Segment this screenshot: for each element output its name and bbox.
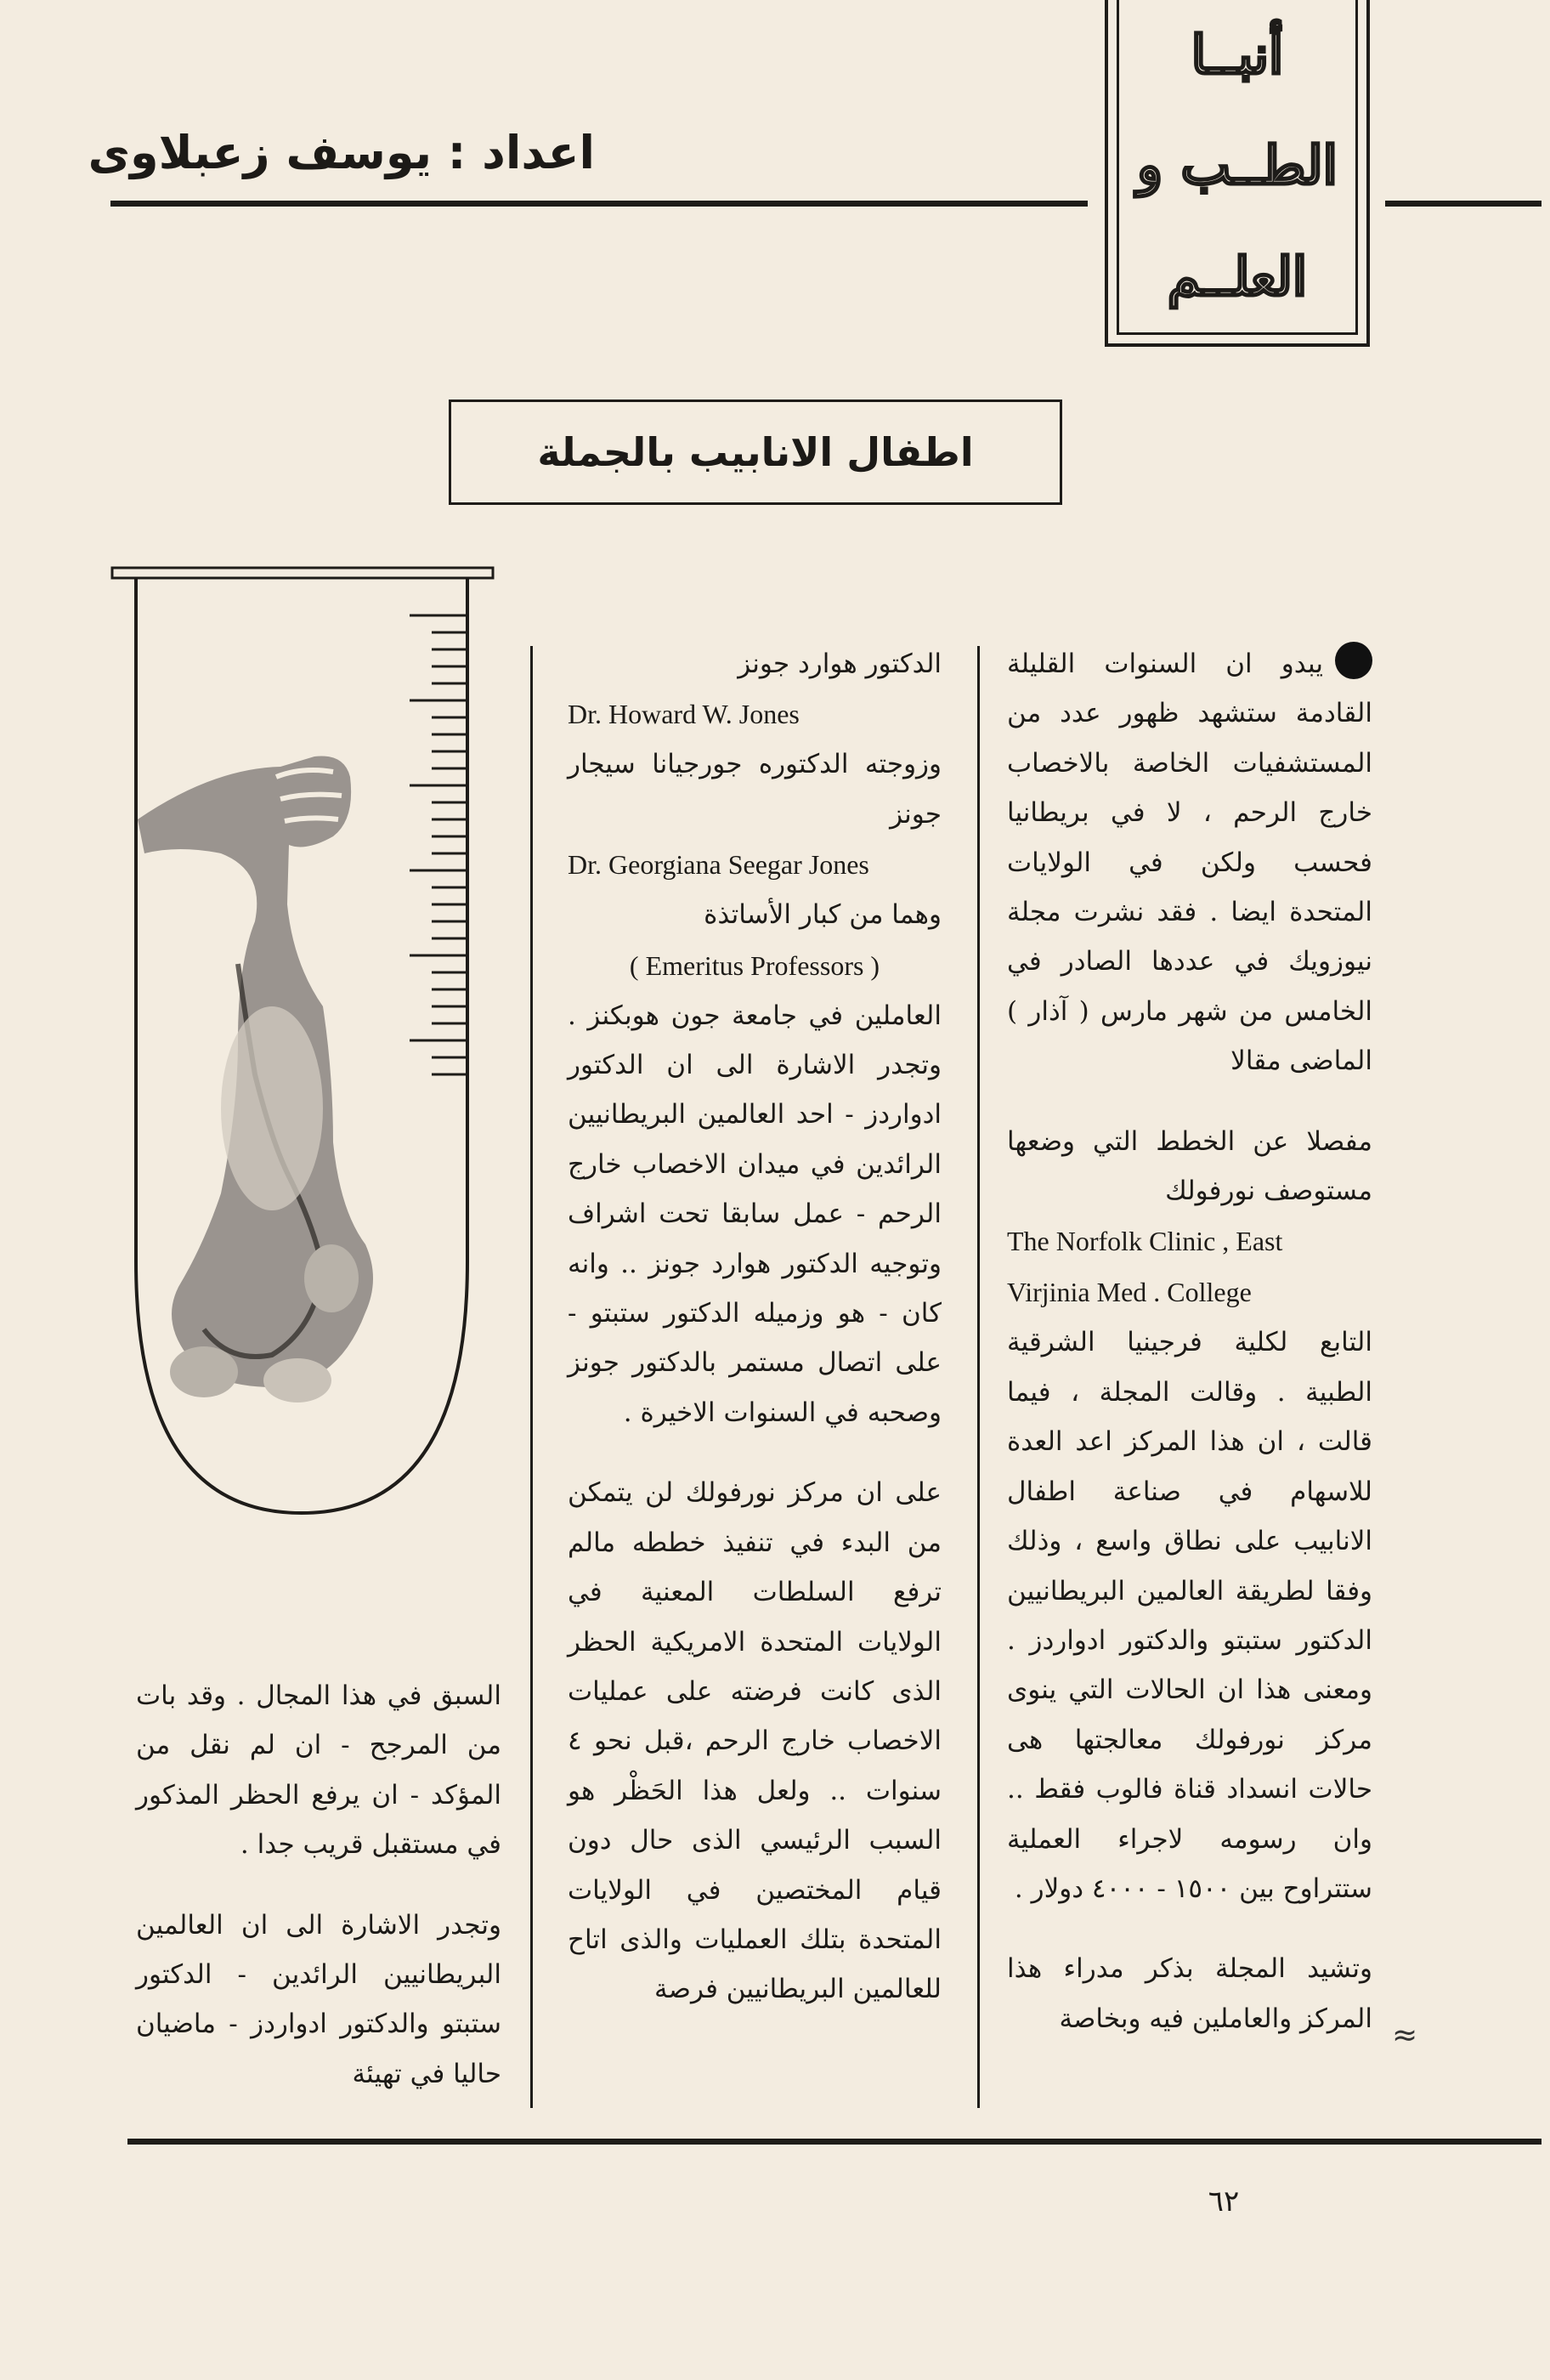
margin-note-mark: ≈ — [1392, 2018, 1418, 2053]
article-title — [449, 400, 1062, 505]
paragraph-text: السبق في هذا المجال . وقد بات من المرجح - ان لم نقل من المؤكد - ان يرفع الحظر المذكور في مستقبل قريب جدا . — [136, 1680, 501, 1861]
paragraph-text: وزوجته الدكتوره جورجيانا سيجار جونز — [568, 749, 942, 830]
paragraph — [568, 740, 942, 839]
logo-line-2: الطــب و — [1137, 134, 1338, 197]
paragraph — [1007, 1117, 1372, 1216]
page-number: ٦٢ — [1208, 2184, 1240, 2218]
test-tube-illustration — [110, 564, 510, 1533]
paragraph-text: التابع لكلية فرجينيا الشرقية الطبية . وقالت المجلة ، فيما قالت ، ان هذا المركز اعد العدة للاسهام في صناعة اطفال الانابيب على نطاق واسع ، وذلك وفقا لطريقة العالمين البريطانيين الدكتور ستبتو والدكتور ادواردز . ومعنى هذا ان الحالات التي ينوى مركز نورفولك معالجتها هى حالات انسداد قناة فالوب فقط .. وان رسومه لاجراء العملية ستتراوح بين ١٥٠٠ - ٤٠٠٠ دولار . — [1007, 1327, 1372, 1904]
footer-rule — [127, 2139, 1542, 2145]
paragraph-gap — [1007, 1913, 1372, 1944]
author-credit: اعداد : يوسف زعبلاوى — [88, 126, 595, 179]
english-name-line — [568, 688, 942, 740]
paragraph-gap — [136, 1870, 501, 1901]
paragraph-text: العاملين في جامعة جون هوبكنز . وتجدر الاشارة الى ان الدكتور ادواردز - احد العالمين البريطانيين الرائدين في ميدان الاخصاب خارج الرحم - عمل سابقا تحت اشراف وتوجيه الدكتور هوارد جونز .. وانه كان - هو وزميله الدكتور ستبتو - على اتصال مستمر بالدكتور جونز وصحبه في السنوات الاخيرة . — [568, 1000, 942, 1428]
paragraph-text: وهما من كبار الأساتذة — [704, 899, 942, 931]
logo-line-1: أنبــا — [1191, 24, 1284, 87]
english-name-line — [568, 839, 942, 890]
english-text: Virjinia Med . College — [1007, 1277, 1252, 1308]
paragraph-text: مفصلا عن الخطط التي وضعها مستوصف نورفولك — [1007, 1125, 1372, 1207]
english-text: The Norfolk Clinic , East — [1007, 1226, 1283, 1257]
article-column-right — [1007, 639, 1372, 2111]
paragraph — [136, 1671, 501, 1870]
paragraph-text: وتجدر الاشارة الى ان العالمين البريطانيين الرائدين - الدكتور ستبتو والدكتور ادواردز - ماضيان حاليا في تهيئة — [136, 1909, 501, 2089]
paragraph — [568, 1468, 942, 2014]
english-text: ( Emeritus Professors ) — [629, 949, 880, 981]
paragraph-gap — [1007, 1086, 1372, 1117]
paragraph-text: وتشيد المجلة بذكر مدراء هذا المركز والعاملين فيه وبخاصة — [1007, 1953, 1372, 2034]
paragraph — [1007, 639, 1372, 1086]
paragraph — [568, 890, 942, 939]
paragraph-text: الدكتور هوارد جونز — [738, 649, 942, 679]
header-rule-left — [110, 201, 1088, 207]
english-name-line — [1007, 1266, 1372, 1318]
english-name-line — [1007, 1216, 1372, 1266]
header-rule-right — [1385, 201, 1542, 207]
paragraph-text: على ان مركز نورفولك لن يتمكن من البدء في تنفيذ خططه مالم ترفع السلطات المعنية في الولايات المتحدة الامريكية الحظر الذى كانت فرضته على عمليات الاخصاب خارج الرحم ،قبل نحو ٤ سنوات .. ولعل هذا الحَظْر هو السبب الرئيسي الذى حال دون قيام المختصين في الولايات المتحدة بتلك العمليات والذى اتاح للعالمين البريطانيين فرصة — [568, 1477, 942, 2005]
paragraph — [1007, 1318, 1372, 1913]
paragraph — [136, 1901, 501, 2100]
paragraph-gap — [568, 1437, 942, 1468]
paragraph — [1007, 1944, 1372, 2043]
column-divider-left — [530, 646, 533, 2108]
test-tube-baby-image — [110, 564, 510, 1533]
bullet-icon — [1335, 642, 1372, 679]
section-logo — [1105, 0, 1370, 347]
paragraph-text: يبدو ان السنوات القليلة القادمة ستشهد ظهور عدد من المستشفيات الخاصة بالاخصاب خارج الرحم ، لا في بريطانيا فحسب ولكن في الولايات المتحدة ايضا . فقد نشرت مجلة نيوزويك في عددها الصادر في الخامس من شهر مارس ( آذار ) الماضى مقالا — [1007, 649, 1372, 1077]
paragraph — [568, 639, 942, 688]
article-column-middle — [568, 639, 942, 2111]
paragraph — [568, 991, 942, 1438]
article-title-text: اطفال الانابيب بالجملة — [537, 429, 974, 475]
english-text: Dr. Howard W. Jones — [568, 699, 800, 730]
english-text: Dr. Georgiana Seegar Jones — [568, 849, 869, 881]
english-name-line — [568, 940, 942, 991]
article-column-left — [136, 1671, 501, 2111]
column-divider-right — [977, 646, 980, 2108]
logo-line-3: العلــم — [1167, 245, 1308, 308]
